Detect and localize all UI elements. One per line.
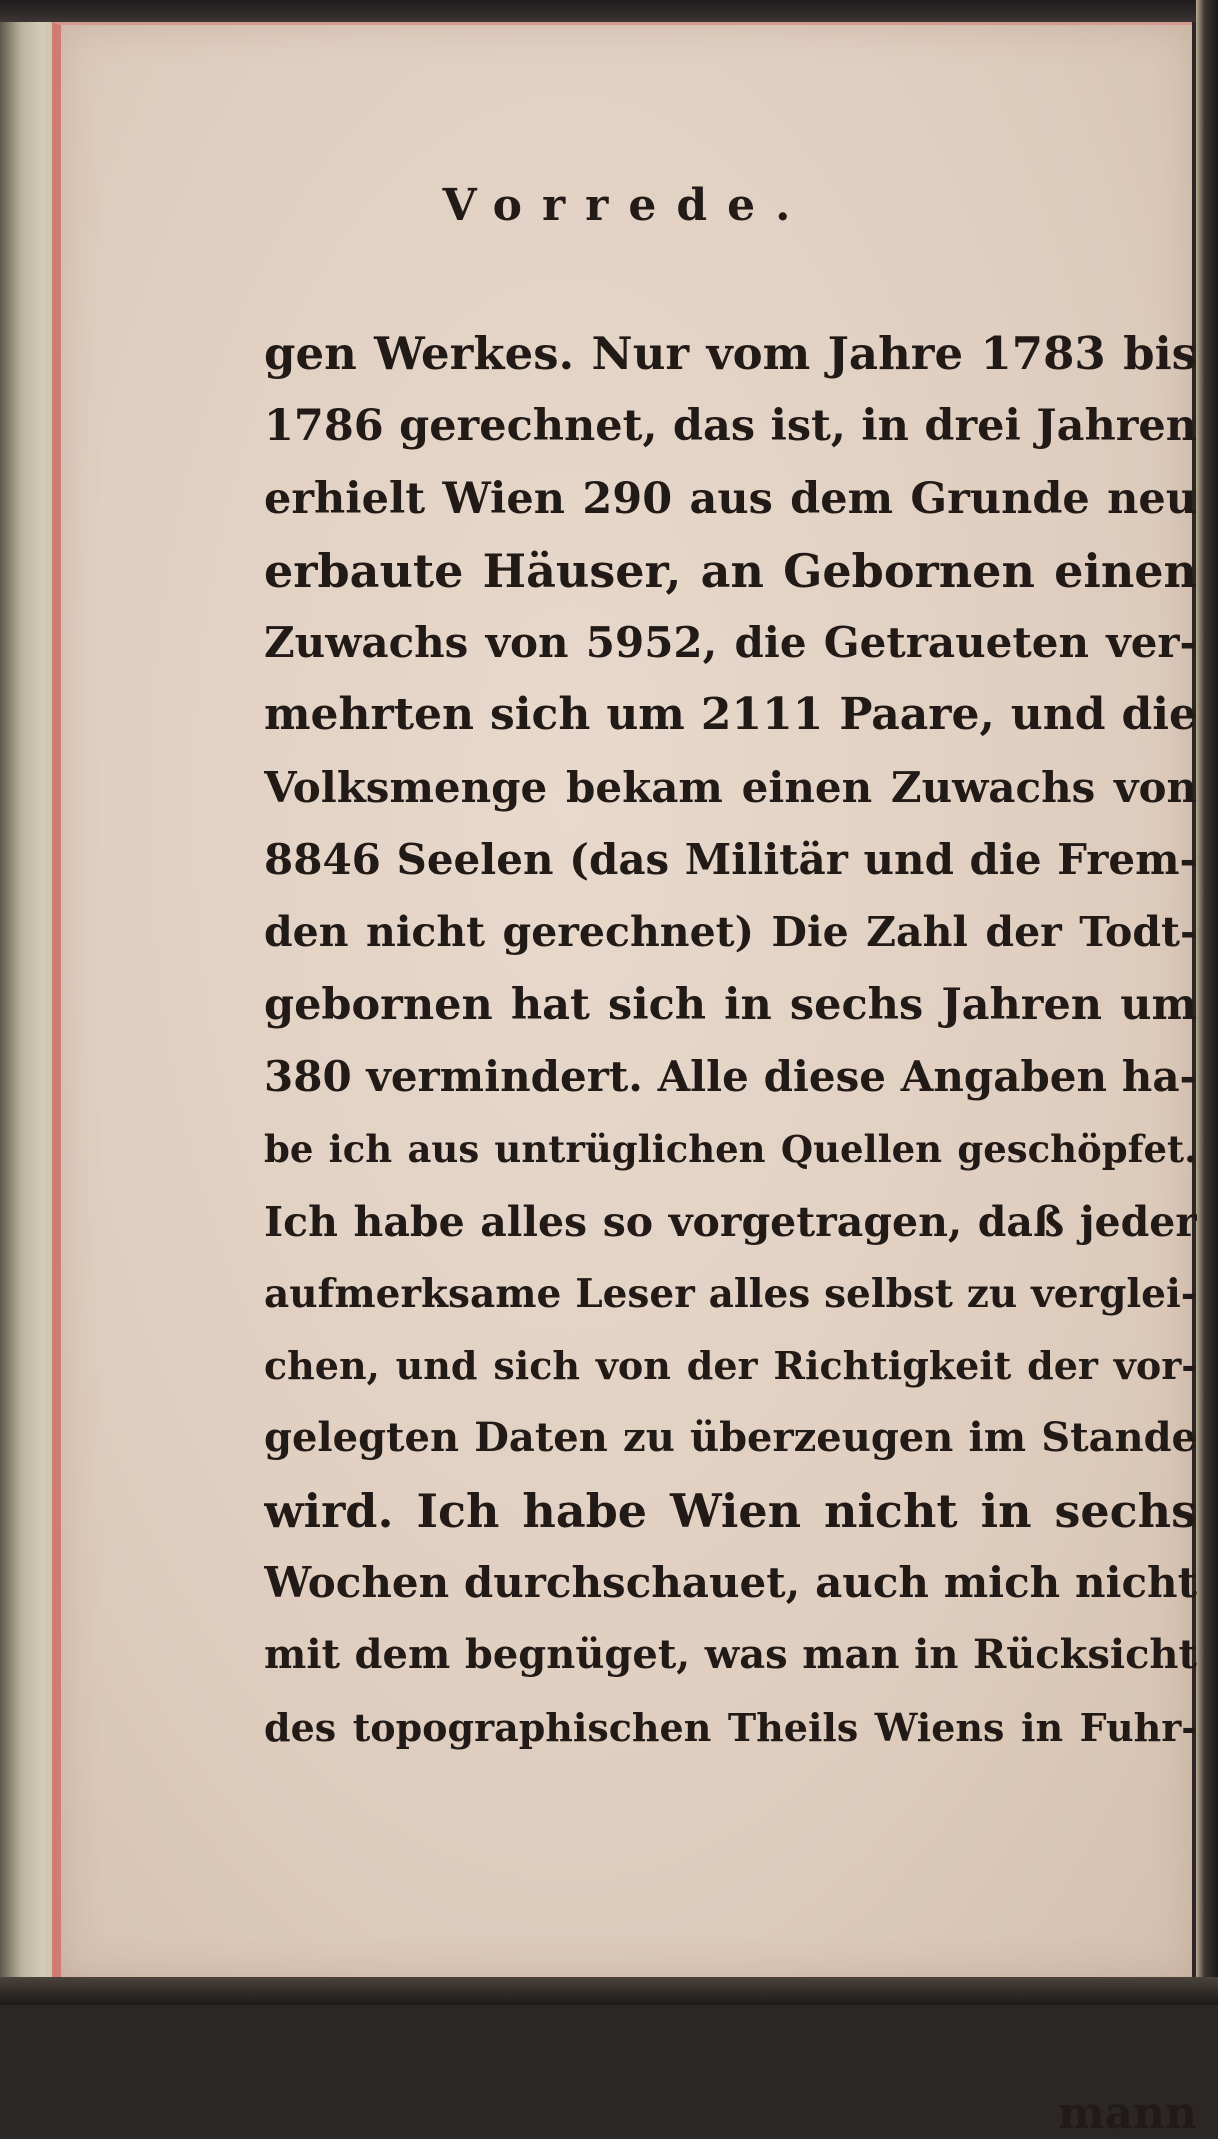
- body-text: [264, 318, 1197, 2139]
- book-right-edge: [1196, 0, 1218, 2005]
- text-line: Zuwachs von 5952, die Getraueten ver-: [264, 618, 1197, 668]
- book-top-edge: [0, 0, 1218, 22]
- text-line: aufmerksame Leser alles selbst zu verglei-: [264, 1270, 1197, 1317]
- text-line: erhielt Wien 290 aus dem Grunde neu: [264, 473, 1197, 524]
- text-line: 380 vermindert. Alle diese Angaben ha-: [264, 1051, 1197, 1101]
- book-page: [52, 22, 1197, 2139]
- text-line: Volksmenge bekam einen Zuwachs von: [264, 762, 1197, 812]
- text-line: 8846 Seelen (das Militär und die Frem-: [264, 835, 1197, 885]
- text-line: des topographischen Theils Wiens in Fuhr-: [264, 1704, 1197, 1750]
- text-line: chen, und sich von der Richtigkeit der vor-: [264, 1343, 1197, 1389]
- text-line: gebornen hat sich in sechs Jahren um: [264, 979, 1197, 1030]
- book-left-board: [0, 0, 60, 2005]
- text-line: mehrten sich um 2111 Paare, und die: [264, 689, 1197, 741]
- catchword: mann: [1057, 2088, 1197, 2139]
- book-bottom-edge: [0, 1977, 1218, 2005]
- text-line: be ich aus untrüglichen Quellen geschöpfet.: [264, 1127, 1197, 1172]
- text-line: mit dem begnüget, was man in Rücksicht: [264, 1631, 1197, 1679]
- text-line: erbaute Häuser, an Gebornen einen: [264, 543, 1197, 598]
- text-line: Ich habe alles so vorgetragen, daß jeder: [264, 1197, 1197, 1246]
- text-line: den nicht gerechnet) Die Zahl der Todt-: [264, 908, 1197, 957]
- text-line: gen Werkes. Nur vom Jahre 1783 bis: [264, 327, 1197, 380]
- text-line: 1786 gerechnet, das ist, in drei Jahren: [264, 401, 1197, 452]
- text-line: Wochen durchschauet, auch mich nicht: [264, 1558, 1197, 1608]
- text-line: wird. Ich habe Wien nicht in sechs: [264, 1483, 1197, 1538]
- text-line: gelegten Daten zu überzeugen im Stande: [264, 1414, 1197, 1462]
- page-header: Vorrede.: [442, 180, 811, 231]
